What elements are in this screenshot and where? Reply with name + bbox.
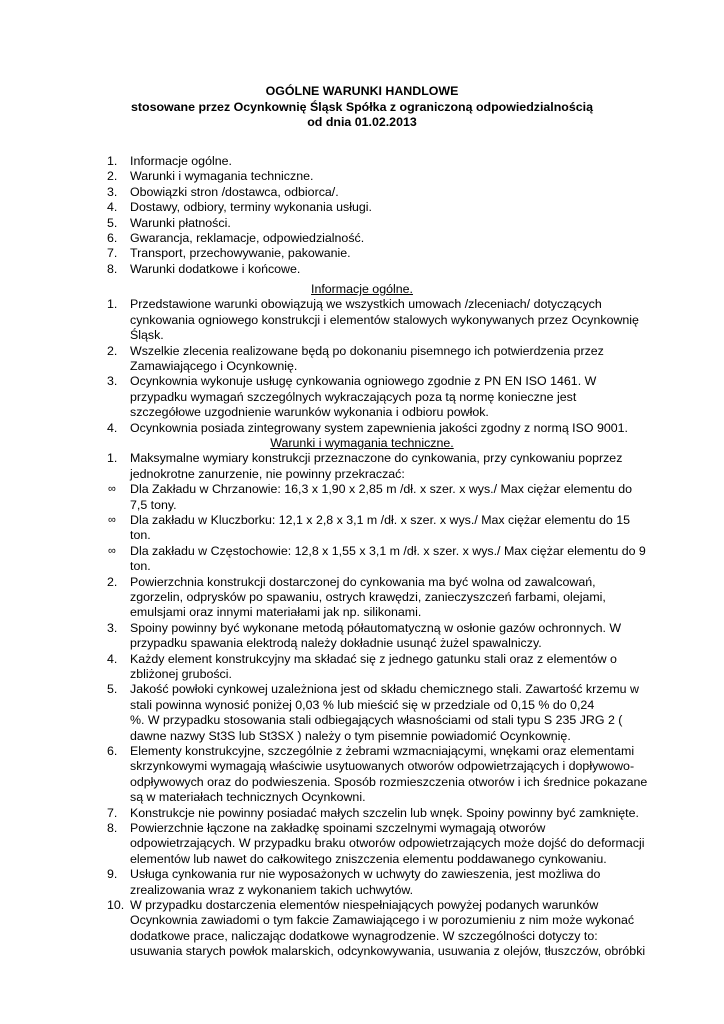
toc-item-text: Dostawy, odbiory, terminy wykonania usługi. bbox=[130, 200, 372, 215]
toc-item-number: 6. bbox=[107, 231, 118, 245]
toc-item-text: Warunki płatności. bbox=[130, 215, 231, 230]
list-item-number: 4. bbox=[107, 651, 118, 666]
list-item-number: 2. bbox=[107, 343, 118, 358]
infinity-bullet-icon: ∞ bbox=[108, 483, 116, 496]
list-item-text: jednokrotne zanurzenie, nie powinny przekraczać: bbox=[130, 466, 405, 481]
document-title: OGÓLNE WARUNKI HANDLOWE bbox=[265, 84, 459, 98]
section-heading-technical: Warunki i wymagania techniczne. bbox=[270, 436, 454, 450]
list-item-text: %. W przypadku stosowania stali odbiegających własnościami od stali typu S 235 JRG 2 ( bbox=[130, 713, 623, 728]
list-item-text: Maksymalne wymiary konstrukcji przeznaczone do cynkowania, przy cynkowaniu poprzez bbox=[130, 451, 623, 466]
list-item-text: zrealizowania wraz z wykonaniem takich uchwytów. bbox=[130, 882, 414, 897]
list-item-text: Powierzchnia konstrukcji dostarczonej do cynkowania ma być wolna od zawalcowań, bbox=[130, 574, 596, 589]
list-item-text: Spoiny powinny być wykonane metodą półautomatyczną w osłonie gazów ochronnych. W bbox=[130, 620, 622, 635]
list-item-text: Przedstawione warunki obowiązują we wszystkich umowach /zleceniach/ dotyczących bbox=[130, 297, 602, 312]
bullet-item-text: 7,5 tony. bbox=[130, 497, 177, 512]
document-date: od dnia 01.02.2013 bbox=[307, 115, 417, 129]
list-item-text: Zamawiającego i Ocynkownię. bbox=[130, 359, 298, 373]
bullet-item-text: Dla zakładu w Kluczborku: 12,1 x 2,8 x 3,1 m /dł. x szer. x wys./ Max ciężar elementu do 15 bbox=[130, 513, 630, 527]
list-item-text: są w materiałach technicznych Ocynkowni. bbox=[130, 790, 366, 805]
toc-item-text: Warunki i wymagania techniczne. bbox=[130, 169, 314, 184]
list-item-text: Konstrukcje nie powinny posiadać małych szczelin lub wnęk. Spoiny powinny być zamknięte. bbox=[130, 805, 639, 820]
list-item-text: cynkowania ogniowego konstrukcji i elementów stalowych wykonywanych przez Ocynkownię bbox=[130, 312, 639, 327]
toc-item-number: 8. bbox=[107, 261, 118, 276]
list-item-number: 6. bbox=[107, 744, 118, 758]
list-item-number: 2. bbox=[107, 574, 118, 589]
list-item-number: 3. bbox=[107, 374, 118, 389]
list-item-text: szczegółowe uzgodnienie warunków wykonania i odbioru powłok. bbox=[130, 405, 489, 420]
list-item-text: zgorzelin, odprysków po spawaniu, ostrych krawędzi, zanieczyszczeń farbami, olejami, bbox=[130, 590, 606, 604]
list-item-text: Jakość powłoki cynkowej uzależniona jest od składu chemicznego stali. Zawartość krzemu w bbox=[130, 682, 639, 697]
list-item-text: przypadku spawania elektrodą należy dokładnie usunąć żużel spawalniczy. bbox=[130, 636, 542, 651]
list-item-text: Śląsk. bbox=[130, 328, 164, 343]
toc-item-number: 5. bbox=[107, 215, 118, 230]
list-item-text: stali powinna wynosić poniżej 0,03 % lub mieścić się w przedziale od 0,15 % do 0,24 bbox=[130, 697, 595, 712]
list-item-text: dawne nazwy St3S lub St3SX ) należy o tym pisemnie powiadomić Ocynkownię. bbox=[130, 728, 571, 743]
bullet-item-text: ton. bbox=[130, 528, 151, 543]
list-item-text: zbliżonej grubości. bbox=[130, 667, 232, 681]
infinity-bullet-icon: ∞ bbox=[108, 544, 116, 557]
toc-item-number: 4. bbox=[107, 200, 118, 215]
list-item-text: odpowietrzających. W przypadku braku otworów odpowietrzających może dojść do deformacji bbox=[130, 836, 645, 851]
list-item-text: W przypadku dostarczenia elementów niespełniających powyżej podanych warunków bbox=[130, 898, 599, 912]
list-item-number: 7. bbox=[107, 805, 118, 820]
list-item-text: Każdy element konstrukcyjny ma składać się z jednego gatunku stali oraz z elementów o bbox=[130, 651, 617, 666]
bullet-item-text: Dla zakładu w Częstochowie: 12,8 x 1,55 x 3,1 m /dł. x szer. x wys./ Max ciężar elementu do 9 bbox=[130, 543, 646, 558]
list-item-number: 5. bbox=[107, 682, 118, 697]
toc-item-number: 3. bbox=[107, 184, 118, 199]
toc-item-text: Informacje ogólne. bbox=[130, 154, 232, 168]
list-item-number: 9. bbox=[107, 867, 118, 882]
list-item-text: Powierzchnie łączone na zakładkę spoinami szczelnymi wymagają otworów bbox=[130, 821, 546, 835]
list-item-text: emulsjami oraz innymi materiałami jak np. silikonami. bbox=[130, 605, 422, 620]
list-item-number: 10. bbox=[107, 898, 125, 912]
bullet-item-text: ton. bbox=[130, 559, 151, 574]
list-item-text: usuwania starych powłok malarskich, odcynkowywania, usuwania z olejów, tłuszczów, obróbki bbox=[130, 944, 646, 959]
list-item-number: 3. bbox=[107, 620, 118, 635]
document-subtitle: stosowane przez Ocynkownię Śląsk Spółka z ograniczoną odpowiedzialnością bbox=[130, 100, 593, 114]
list-item-text: Wszelkie zlecenia realizowane będą po dokonaniu pisemnego ich potwierdzenia przez bbox=[130, 343, 604, 358]
toc-item-number: 7. bbox=[107, 246, 118, 261]
list-item-text: Ocynkownia zawiadomi o tym fakcie Zamawiającego i w porozumieniu z nim może wykonać bbox=[130, 913, 635, 928]
list-item-number: 8. bbox=[107, 821, 118, 835]
list-item-text: Ocynkownia wykonuje usługę cynkowania ogniowego zgodnie z PN EN ISO 1461. W bbox=[130, 374, 597, 389]
bullet-item-text: Dla Zakładu w Chrzanowie: 16,3 x 1,90 x 2,85 m /dł. x szer. x wys./ Max ciężar elementu do bbox=[130, 482, 633, 497]
list-item-number: 1. bbox=[107, 297, 118, 312]
toc-item-text: Gwarancja, reklamacje, odpowiedzialność. bbox=[130, 231, 365, 245]
toc-item-number: 1. bbox=[107, 154, 118, 168]
list-item-number: 4. bbox=[107, 420, 118, 435]
list-item-text: Usługa cynkowania rur nie wyposażonych w uchwyty do zawieszenia, jest możliwa do bbox=[130, 867, 601, 882]
list-item-text: skrzynkowymi wymagają właściwie usytuowanych otworów odpowietrzających i dopływowo- bbox=[130, 759, 635, 774]
list-item-text: Ocynkownia posiada zintegrowany system zapewnienia jakości zgodny z normą ISO 9001. bbox=[130, 420, 628, 435]
list-item-text: odpływowych oraz do podwieszenia. Sposób rozmieszczenia otworów i ich średnice pokazane bbox=[130, 774, 648, 789]
list-item-number: 1. bbox=[107, 451, 118, 466]
list-item-text: dodatkowe prace, naliczając dodatkowe wynagrodzenie. W szczególności dotyczy to: bbox=[130, 928, 598, 943]
toc-item-text: Transport, przechowywanie, pakowanie. bbox=[130, 246, 351, 261]
list-item-text: Elementy konstrukcyjne, szczególnie z żebrami wzmacniającymi, wnękami oraz elementami bbox=[130, 744, 635, 758]
toc-item-text: Warunki dodatkowe i końcowe. bbox=[130, 261, 301, 276]
toc-item-number: 2. bbox=[107, 169, 118, 184]
infinity-bullet-icon: ∞ bbox=[108, 514, 116, 526]
section-heading-general-info: Informacje ogólne. bbox=[311, 282, 413, 296]
list-item-text: przypadku wymagań szczególnych wykraczających poza tą normę konieczne jest bbox=[130, 389, 577, 404]
toc-item-text: Obowiązki stron /dostawca, odbiorca/. bbox=[130, 184, 339, 199]
list-item-text: elementów lub nawet do całkowitego zniszczenia elementu poddawanego cynkowaniu. bbox=[130, 851, 607, 866]
